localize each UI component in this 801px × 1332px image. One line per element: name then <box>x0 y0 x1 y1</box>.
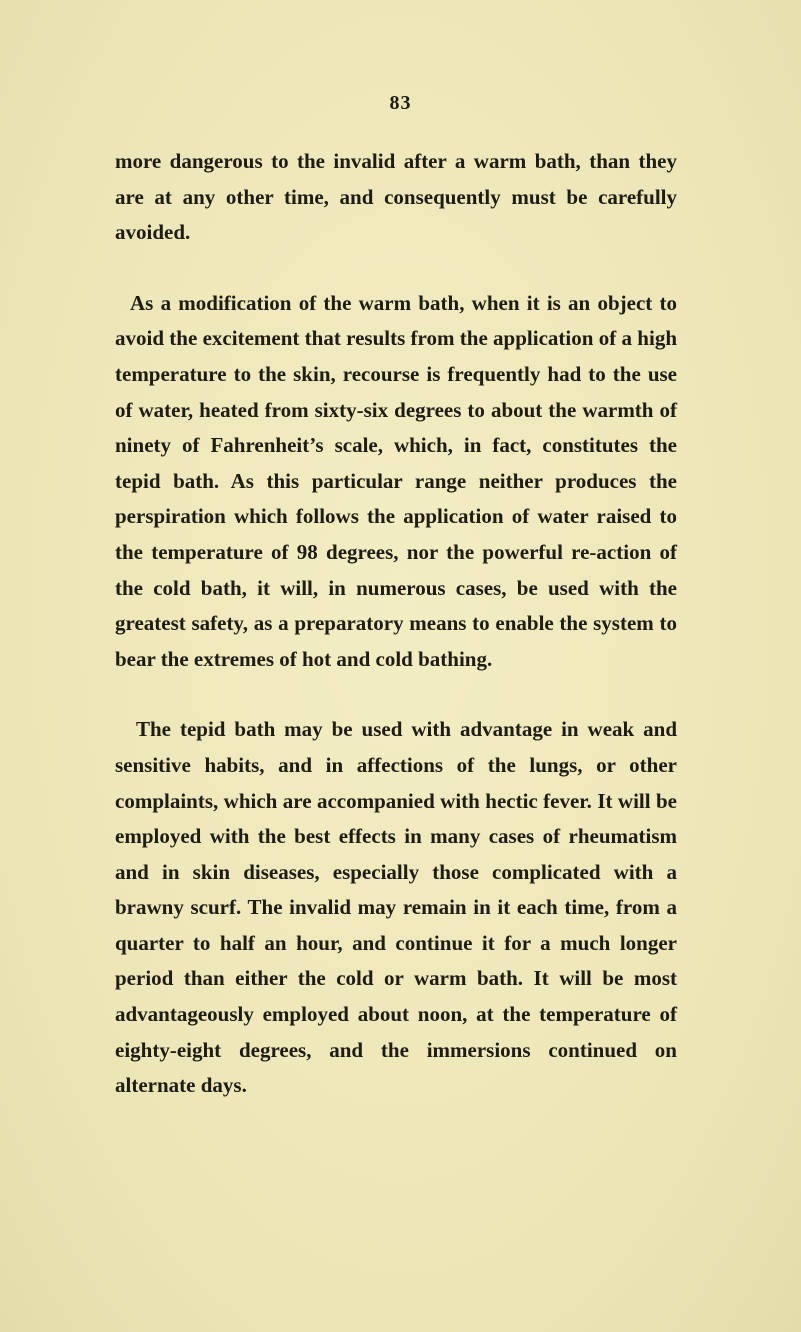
body-text <box>115 144 677 1104</box>
page-number: 83 <box>389 92 412 114</box>
paragraph-2: As a modification of the warm bath, when it is an object to avoid the excitement that results from the application of a high temperature to the skin, recourse is frequently had to the use of water, heated from sixty-six degrees to about the warmth of ninety of Fahrenheit’s scale, which, in fact, constitutes the tepid bath. As this particular range neither produces the perspiration which follows the application of water raised to the temperature of 98 degrees, nor the powerful re-action of the cold bath, it will, in numerous cases, be used with the greatest safety, as a preparatory means to enable the system to bear the extremes of hot and cold bathing. <box>115 290 677 671</box>
paragraph-3: The tepid bath may be used with advantage in weak and sensitive habits, and in affections of the lungs, or other complaints, which are accompanied with hectic fever. It will be employed with the best effects in many cases of rheumatism and in skin diseases, especially those complicated with a brawny scurf. The invalid may remain in it each time, from a quarter to half an hour, and continue it for a much longer period than either the cold or warm bath. It will be most advantageously employed about noon, at the temperature of eighty-eight degrees, and the immersions continued on alternate days. <box>115 717 677 1098</box>
paragraph-1: more dangerous to the invalid after a warm bath, than they are at any other time, and consequently must be carefully avoided. <box>115 149 677 245</box>
